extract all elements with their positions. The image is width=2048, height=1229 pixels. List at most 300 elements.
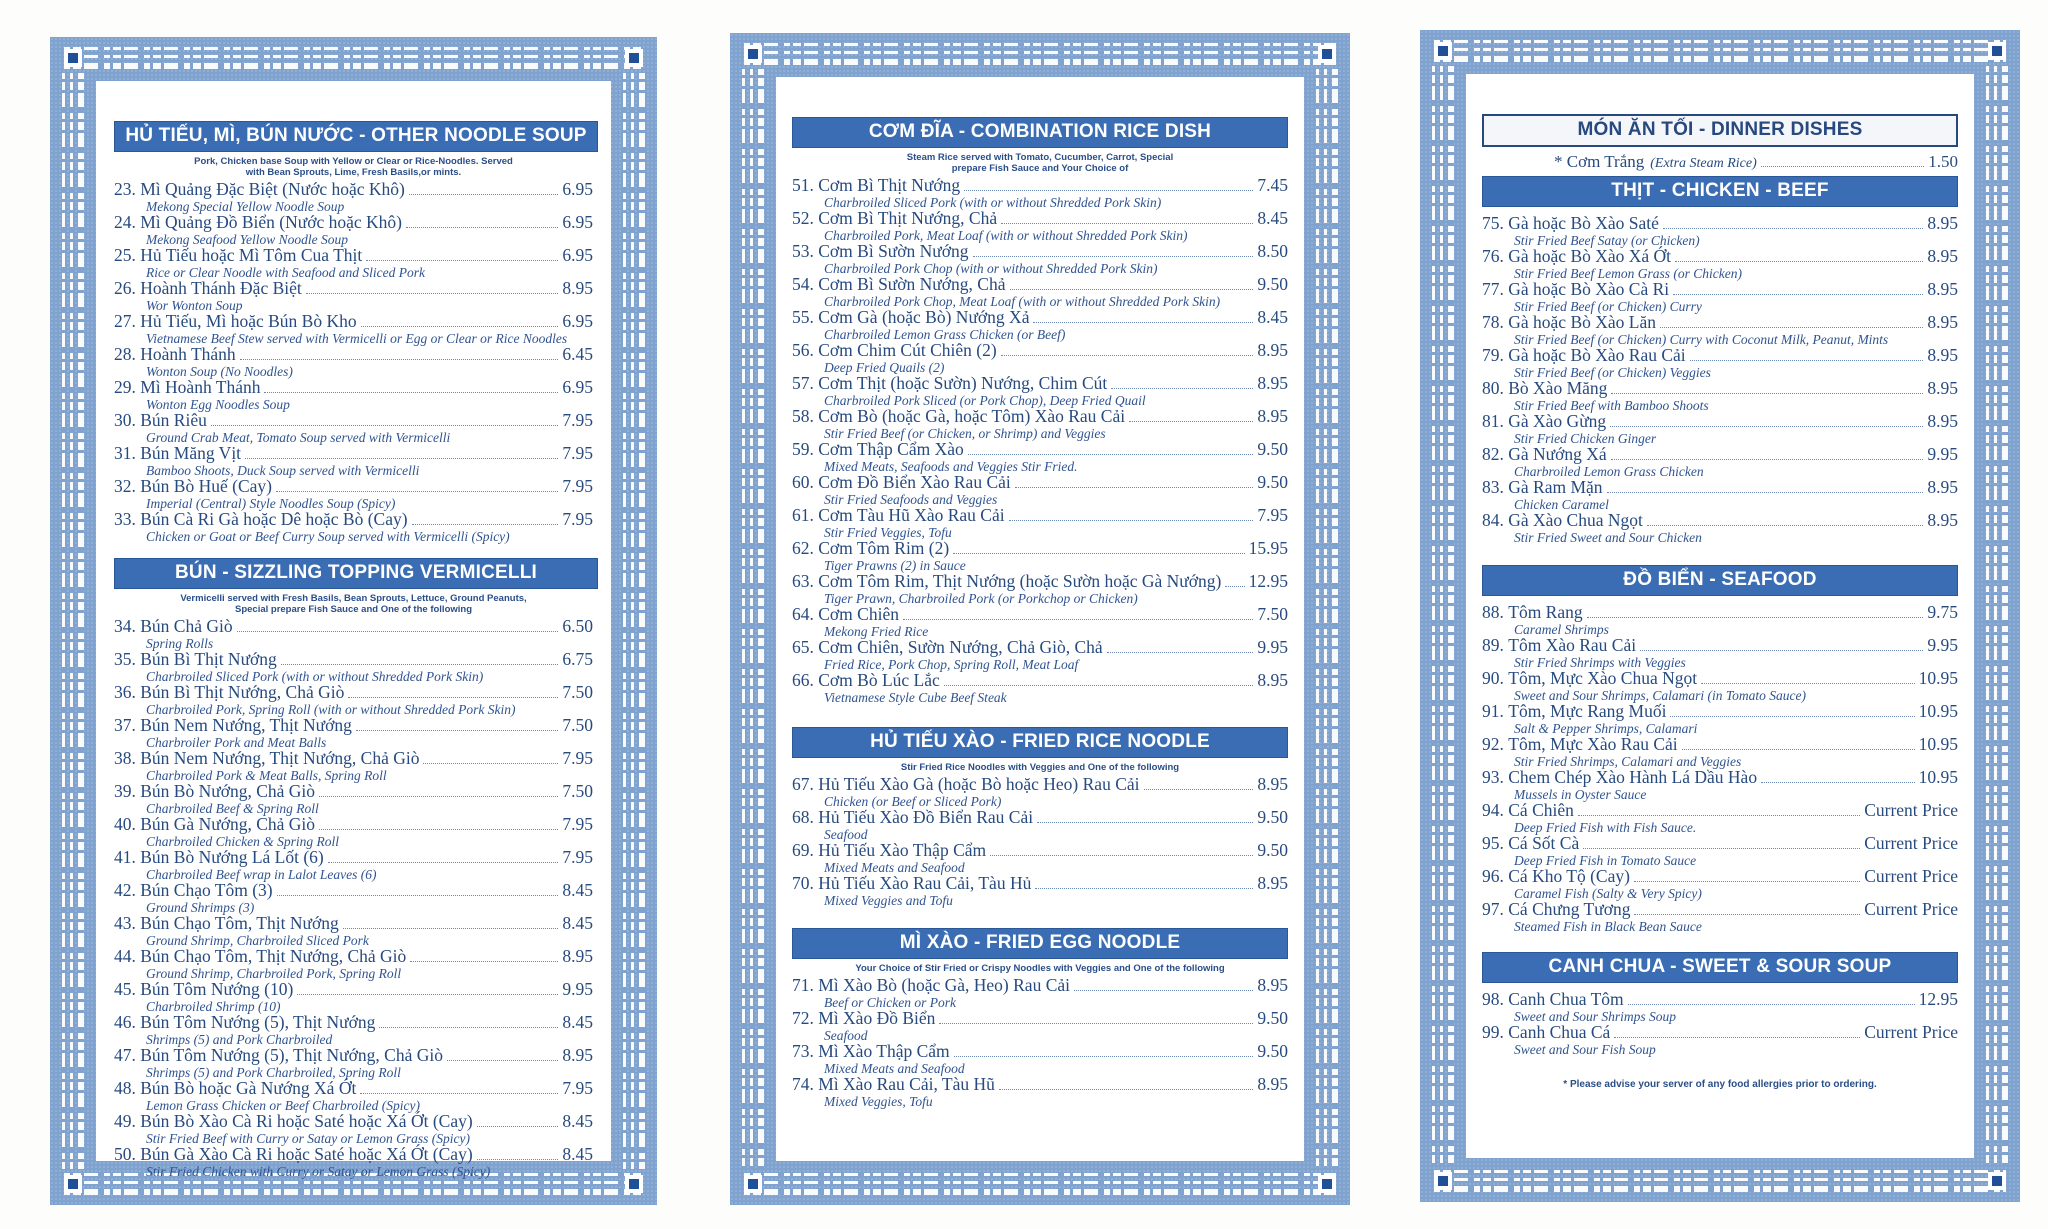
- menu-item-name: Cơm Bì Thịt Nướng, Chả: [818, 208, 998, 228]
- menu-item-line: [114, 618, 593, 636]
- menu-item-name: Mì Hoành Thánh: [140, 377, 261, 397]
- menu-item-line: [792, 1076, 1288, 1094]
- menu-item-number: 68.: [792, 807, 814, 827]
- menu-item-price: 8.95: [1257, 774, 1288, 794]
- menu-item-name: Cơm Tàu Hũ Xào Rau Cải: [818, 505, 1005, 525]
- menu-item-name: Cá Sốt Cà: [1508, 833, 1580, 853]
- menu-item-number: 40.: [114, 814, 136, 834]
- menu-item-description: Salt & Pepper Shrimps, Calamari: [1514, 721, 1698, 736]
- dot-leader: [944, 685, 1254, 686]
- dot-leader: [939, 1023, 1253, 1024]
- dot-leader: [1614, 1037, 1860, 1038]
- menu-item-number: 56.: [792, 340, 814, 360]
- menu-item-name: Cá Kho Tộ (Cay): [1508, 866, 1630, 886]
- menu-item-name: Bún Bò hoặc Gà Nướng Xá Ớt: [140, 1078, 357, 1098]
- corner-square-icon: [629, 53, 639, 63]
- menu-item-number: 42.: [114, 880, 136, 900]
- dot-leader: [1611, 393, 1923, 394]
- menu-item-description: Seafood: [824, 827, 868, 842]
- extra-item-name: * Cơm Trắng: [1554, 152, 1645, 171]
- menu-item-line: [792, 441, 1288, 459]
- menu-item-name: Bún Bò Nướng Lá Lốt (6): [140, 847, 324, 867]
- extra-item-steam-rice: [1482, 152, 1958, 172]
- corner-square-icon: [68, 53, 78, 63]
- menu-item-number: 97.: [1482, 899, 1504, 919]
- menu-item-description: Deep Fried Fish with Fish Sauce.: [1514, 820, 1697, 835]
- menu-item-description: Stir Fried Beef with Bamboo Shoots: [1514, 398, 1709, 413]
- menu-item-name: Gà Xào Chua Ngọt: [1508, 510, 1643, 530]
- menu-item-price: 8.95: [562, 278, 593, 298]
- menu-item-number: 34.: [114, 616, 136, 636]
- dot-leader: [423, 763, 558, 764]
- menu-item: [1482, 991, 1958, 1024]
- dot-leader: [319, 796, 558, 797]
- menu-item-number: 58.: [792, 406, 814, 426]
- menu-item-name: Tôm, Mực Xào Chua Ngọt: [1508, 668, 1698, 688]
- corner-square-icon: [1438, 1176, 1448, 1186]
- menu-item-description: Shrimps (5) and Pork Charbroiled: [146, 1032, 333, 1047]
- greek-key-border-bottom: [1434, 1170, 2006, 1192]
- menu-item-description: Steamed Fish in Black Bean Sauce: [1514, 919, 1702, 934]
- menu-item-price: 8.95: [1257, 670, 1288, 690]
- menu-item: [792, 977, 1288, 1010]
- menu-item: [1482, 604, 1958, 637]
- menu-item: [1482, 901, 1958, 934]
- menu-item-price: 12.95: [1918, 989, 1958, 1009]
- menu-item: [114, 651, 593, 684]
- menu-item-number: 39.: [114, 781, 136, 801]
- menu-item-name: Tôm Rang: [1508, 602, 1583, 622]
- dot-leader: [360, 1093, 558, 1094]
- menu-list-chicken-beef: [1482, 215, 1958, 545]
- menu-item-description: Stir Fried Beef Satay (or Chicken): [1514, 233, 1700, 248]
- menu-item-name: Chem Chép Xào Hành Lá Dầu Hào: [1508, 767, 1758, 787]
- menu-item-name: Mì Xào Đồ Biển: [818, 1008, 936, 1028]
- menu-item-name: Bún Chả Giò: [140, 616, 233, 636]
- greek-key-border-top: [64, 47, 643, 69]
- dot-leader: [973, 256, 1254, 257]
- dot-leader: [1607, 492, 1924, 493]
- menu-item-number: 23.: [114, 179, 136, 199]
- dot-leader: [1001, 355, 1254, 356]
- menu-item-line: [1482, 835, 1958, 853]
- menu-item-price: 8.95: [1927, 279, 1958, 299]
- menu-item-line: [1482, 670, 1958, 688]
- menu-item-description: Fried Rice, Pork Chop, Spring Roll, Meat Loaf: [824, 657, 1079, 672]
- menu-item-price: 9.50: [1257, 840, 1288, 860]
- menu-item-name: Canh Chua Cá: [1508, 1022, 1611, 1042]
- greek-key-border-left: [1432, 66, 1454, 1166]
- menu-item-name: Cơm Bò Lúc Lắc: [818, 670, 940, 690]
- menu-item-name: Hủ Tiếu Xào Gà (hoặc Bò hoặc Heo) Rau Cải: [818, 774, 1140, 794]
- menu-item-price: 10.95: [1918, 668, 1958, 688]
- menu-item-number: 62.: [792, 538, 814, 558]
- menu-item-description: Caramel Shrimps: [1514, 622, 1609, 637]
- menu-item-description: Mekong Seafood Yellow Noodle Soup: [146, 232, 348, 247]
- menu-item-price: 7.95: [562, 814, 593, 834]
- menu-item-name: Cơm Bì Sườn Nướng, Chả: [818, 274, 1006, 294]
- menu-item-name: Gà hoặc Bò Xào Rau Cải: [1508, 345, 1686, 365]
- menu-list-seafood: [1482, 604, 1958, 934]
- menu-item-name: Cơm Chiên: [818, 604, 899, 624]
- menu-item-line: [792, 776, 1288, 794]
- menu-item-price: 8.45: [562, 1144, 593, 1164]
- menu-item-number: 72.: [792, 1008, 814, 1028]
- section-note: Vermicelli served with Fresh Basils, Bean Sprouts, Lettuce, Ground Peanuts, Special prepare Fish Sauce and One of the following: [180, 593, 527, 615]
- menu-item-name: Bún Chạo Tôm, Thịt Nướng: [140, 913, 339, 933]
- dot-leader: [264, 392, 558, 393]
- menu-item-name: Mì Xào Thập Cẩm: [818, 1041, 950, 1061]
- menu-item-line: [114, 181, 593, 199]
- menu-item: [792, 408, 1288, 441]
- menu-item-name: Bún Bò Nướng, Chả Giò: [140, 781, 316, 801]
- menu-item-line: [1482, 1024, 1958, 1042]
- menu-item-price: 7.95: [562, 509, 593, 529]
- menu-item-number: 54.: [792, 274, 814, 294]
- dot-leader: [348, 697, 558, 698]
- dot-leader: [1761, 782, 1915, 783]
- menu-item-description: Charbroiled Beef wrap in Lalot Leaves (6): [146, 867, 377, 882]
- dot-leader: [1663, 228, 1923, 229]
- menu-item-line: [114, 849, 593, 867]
- menu-item-price: Current Price: [1864, 899, 1958, 919]
- menu-item-price: 6.50: [562, 616, 593, 636]
- menu-item-name: Gà hoặc Bò Xào Cà Ri: [1508, 279, 1670, 299]
- menu-item: [114, 1080, 593, 1113]
- menu-item-number: 48.: [114, 1078, 136, 1098]
- menu-item-line: [114, 1146, 593, 1164]
- menu-item: [1482, 670, 1958, 703]
- menu-item-name: Cơm Tôm Rim, Thịt Nướng (hoặc Sườn hoặc Gà Nướng): [818, 571, 1222, 591]
- menu-item-price: 8.95: [1927, 477, 1958, 497]
- menu-item: [114, 882, 593, 915]
- menu-item: [792, 1010, 1288, 1043]
- menu-item-line: [114, 247, 593, 265]
- menu-item: [792, 276, 1288, 309]
- menu-item-description: Stir Fried Beef Lemon Grass (or Chicken): [1514, 266, 1742, 281]
- dot-leader: [297, 994, 558, 995]
- menu-item: [114, 849, 593, 882]
- menu-item: [114, 346, 593, 379]
- dot-leader: [477, 1126, 559, 1127]
- menu-item-name: Cơm Bì Sườn Nướng: [818, 241, 969, 261]
- menu-item-number: 70.: [792, 873, 814, 893]
- menu-item-price: 8.95: [1257, 873, 1288, 893]
- menu-item-price: 7.95: [562, 476, 593, 496]
- menu-item-number: 94.: [1482, 800, 1504, 820]
- menu-item-number: 57.: [792, 373, 814, 393]
- menu-item-name: Mì Xào Rau Cải, Tàu Hũ: [818, 1074, 995, 1094]
- menu-item-description: Mixed Meats and Seafood: [824, 1061, 965, 1076]
- menu-item-description: Chicken or Goat or Beef Curry Soup served with Vermicelli (Spicy): [146, 529, 510, 544]
- dot-leader: [1675, 261, 1923, 262]
- menu-item-name: Bún Măng Vịt: [140, 443, 242, 463]
- menu-item-price: 7.45: [1257, 175, 1288, 195]
- menu-item: [114, 247, 593, 280]
- menu-item-number: 27.: [114, 311, 136, 331]
- menu-item-price: 8.95: [1257, 1074, 1288, 1094]
- menu-item-name: Bò Xào Măng: [1508, 378, 1608, 398]
- menu-item: [114, 1146, 593, 1179]
- menu-item-description: Charbroiled Pork Chop (with or without Shredded Pork Skin): [824, 261, 1158, 276]
- menu-item-name: Mì Quảng Đặc Biệt (Nước hoặc Khô): [140, 179, 405, 199]
- menu-item: [114, 379, 593, 412]
- menu-item-price: 9.50: [1257, 1008, 1288, 1028]
- menu-item-line: [114, 1080, 593, 1098]
- menu-item-line: [792, 243, 1288, 261]
- menu-item: [1482, 446, 1958, 479]
- menu-item-number: 66.: [792, 670, 814, 690]
- menu-item-price: 8.45: [562, 880, 593, 900]
- menu-item-name: Bún Chạo Tôm, Thịt Nướng, Chả Giò: [140, 946, 407, 966]
- menu-item-description: Stir Fried Beef (or Chicken) Curry with Coconut Milk, Peanut, Mints: [1514, 332, 1889, 347]
- greek-key-border-top: [1434, 40, 2006, 62]
- menu-item-line: [1482, 901, 1958, 919]
- menu-item-name: Bún Gà Nướng, Chả Giò: [140, 814, 316, 834]
- menu-item-description: Caramel Fish (Salty & Very Spicy): [1514, 886, 1702, 901]
- menu-item: [792, 842, 1288, 875]
- menu-item-number: 28.: [114, 344, 136, 364]
- menu-item-line: [1482, 637, 1958, 655]
- menu-item-name: Cơm Chim Cút Chiên (2): [818, 340, 997, 360]
- menu-item-number: 74.: [792, 1074, 814, 1094]
- menu-item-price: 8.95: [1257, 975, 1288, 995]
- menu-item-line: [1482, 446, 1958, 464]
- menu-item-description: Imperial (Central) Style Noodles Soup (Spicy): [146, 496, 396, 511]
- menu-item-price: 7.95: [1257, 505, 1288, 525]
- menu-item-price: 9.95: [1927, 635, 1958, 655]
- menu-item-description: Stir Fried Beef (or Chicken) Veggies: [1514, 365, 1711, 380]
- dot-leader: [1634, 881, 1860, 882]
- menu-item: [1482, 868, 1958, 901]
- menu-item-line: [792, 309, 1288, 327]
- menu-item-number: 55.: [792, 307, 814, 327]
- menu-item-number: 46.: [114, 1012, 136, 1032]
- section-header-vermicelli: BÚN - SIZZLING TOPPING VERMICELLI: [114, 558, 598, 589]
- menu-item-line: [114, 1014, 593, 1032]
- dot-leader: [1634, 914, 1860, 915]
- corner-square-icon: [1322, 1179, 1332, 1189]
- menu-item-number: 73.: [792, 1041, 814, 1061]
- dot-leader: [281, 664, 559, 665]
- dot-leader: [999, 1089, 1254, 1090]
- menu-item-name: Mì Quảng Đồ Biển (Nước hoặc Khô): [140, 212, 402, 232]
- menu-item-number: 76.: [1482, 246, 1504, 266]
- menu-item-price: 6.95: [562, 311, 593, 331]
- dot-leader: [990, 855, 1253, 856]
- menu-item-number: 37.: [114, 715, 136, 735]
- menu-item-price: 10.95: [1918, 767, 1958, 787]
- menu-item-line: [792, 809, 1288, 827]
- menu-item: [792, 1043, 1288, 1076]
- menu-item-line: [114, 1047, 593, 1065]
- dot-leader: [361, 326, 559, 327]
- menu-item-name: Bún Tôm Nướng (5), Thịt Nướng, Chả Giò: [140, 1045, 443, 1065]
- menu-item-line: [792, 375, 1288, 393]
- menu-item-number: 35.: [114, 649, 136, 669]
- menu-item-line: [792, 639, 1288, 657]
- menu-item-description: Stir Fried Beef (or Chicken) Curry: [1514, 299, 1702, 314]
- menu-item-price: Current Price: [1864, 800, 1958, 820]
- menu-item-description: Mixed Meats, Seafoods and Veggies Stir Fried.: [824, 459, 1078, 474]
- menu-item: [792, 474, 1288, 507]
- menu-item-description: Shrimps (5) and Pork Charbroiled, Spring Roll: [146, 1065, 401, 1080]
- menu-item: [114, 915, 593, 948]
- menu-item-description: Rice or Clear Noodle with Seafood and Sliced Pork: [146, 265, 425, 280]
- dot-leader: [1628, 1004, 1915, 1005]
- menu-item-number: 98.: [1482, 989, 1504, 1009]
- menu-item-name: Bún Bò Huế (Cay): [140, 476, 272, 496]
- menu-item-description: Mixed Veggies, Tofu: [824, 1094, 933, 1109]
- menu-item-number: 38.: [114, 748, 136, 768]
- menu-item-name: Cơm Tôm Rim (2): [818, 538, 950, 558]
- menu-item-number: 32.: [114, 476, 136, 496]
- menu-item-number: 89.: [1482, 635, 1504, 655]
- menu-item: [114, 618, 593, 651]
- menu-item-line: [114, 379, 593, 397]
- greek-key-border-bottom: [744, 1173, 1336, 1195]
- menu-page: [1466, 74, 1974, 1158]
- menu-item-line: [114, 651, 593, 669]
- menu-item-number: 60.: [792, 472, 814, 492]
- menu-item-number: 75.: [1482, 213, 1504, 233]
- menu-item-line: [114, 478, 593, 496]
- menu-item: [114, 981, 593, 1014]
- dot-leader: [968, 454, 1254, 455]
- menu-item: [792, 177, 1288, 210]
- menu-item-description: Charbroiled Pork Chop, Meat Loaf (with or without Shredded Pork Skin): [824, 294, 1221, 309]
- dot-leader: [477, 1159, 559, 1160]
- menu-item-number: 82.: [1482, 444, 1504, 464]
- menu-item-number: 61.: [792, 505, 814, 525]
- menu-item-number: 41.: [114, 847, 136, 867]
- corner-square-icon: [748, 49, 758, 59]
- menu-item-name: Bún Bò Xào Cà Ri hoặc Saté hoặc Xá Ớt (Cay): [140, 1111, 473, 1131]
- menu-item: [114, 280, 593, 313]
- menu-item-description: Sweet and Sour Shrimps Soup: [1514, 1009, 1676, 1024]
- menu-item-description: Beef or Chicken or Pork: [824, 995, 956, 1010]
- dot-leader: [240, 359, 559, 360]
- dot-leader: [953, 553, 1244, 554]
- menu-item-price: 8.45: [562, 1111, 593, 1131]
- menu-item-number: 52.: [792, 208, 814, 228]
- section-header-seafood: ĐỒ BIỂN - SEAFOOD: [1482, 565, 1958, 596]
- menu-item: [114, 1014, 593, 1047]
- menu-item-price: 8.45: [562, 913, 593, 933]
- menu-item-line: [1482, 604, 1958, 622]
- menu-item-price: 8.45: [562, 1012, 593, 1032]
- menu-item-line: [792, 408, 1288, 426]
- menu-item-description: Stir Fried Beef (or Chicken, or Shrimp) and Veggies: [824, 426, 1106, 441]
- menu-item: [792, 639, 1288, 672]
- menu-item-number: 78.: [1482, 312, 1504, 332]
- menu-page: [96, 81, 611, 1179]
- menu-item-name: Tôm, Mực Xào Rau Cải: [1508, 734, 1678, 754]
- menu-item-price: 9.95: [562, 979, 593, 999]
- dot-leader: [1035, 888, 1253, 889]
- menu-item: [792, 441, 1288, 474]
- section-note: Steam Rice served with Tomato, Cucumber, Carrot, Special prepare Fish Sauce and Your Choice of: [906, 152, 1174, 174]
- menu-item: [1482, 215, 1958, 248]
- dot-leader: [1673, 294, 1923, 295]
- menu-item-line: [1482, 215, 1958, 233]
- menu-item-name: Bún Cà Ri Gà hoặc Dê hoặc Bò (Cay): [140, 509, 408, 529]
- extra-item-price: 1.50: [1928, 152, 1958, 171]
- menu-item-line: [1482, 314, 1958, 332]
- menu-item-line: [114, 346, 593, 364]
- menu-item-number: 71.: [792, 975, 814, 995]
- menu-item-description: Ground Crab Meat, Tomato Soup served with Vermicelli: [146, 430, 451, 445]
- menu-list-vermicelli: [114, 618, 593, 1179]
- menu-item: [1482, 248, 1958, 281]
- dot-leader: [964, 190, 1253, 191]
- dot-leader: [1037, 822, 1253, 823]
- menu-item-number: 63.: [792, 571, 814, 591]
- menu-item-name: Gà hoặc Bò Xào Lăn: [1508, 312, 1656, 332]
- menu-item: [114, 313, 593, 346]
- menu-item: [792, 1076, 1288, 1109]
- menu-item-description: Charbroiled Sliced Pork (with or without Shredded Pork Skin): [146, 669, 484, 684]
- menu-item-description: Stir Fried Beef with Curry or Satay or Lemon Grass (Spicy): [146, 1131, 470, 1146]
- menu-item-price: 6.75: [562, 649, 593, 669]
- dot-leader: [1610, 426, 1923, 427]
- menu-item-description: Charbroiled Beef & Spring Roll: [146, 801, 319, 816]
- menu-item-name: Bún Chạo Tôm (3): [140, 880, 273, 900]
- menu-item-number: 83.: [1482, 477, 1504, 497]
- greek-key-border-right: [1316, 69, 1338, 1169]
- menu-item-number: 92.: [1482, 734, 1504, 754]
- menu-item-description: Vietnamese Style Cube Beef Steak: [824, 690, 1007, 705]
- menu-item-number: 69.: [792, 840, 814, 860]
- dot-leader: [356, 730, 558, 731]
- menu-item: [1482, 314, 1958, 347]
- menu-item-price: 8.95: [1927, 345, 1958, 365]
- menu-item-description: Vietnamese Beef Stew served with Vermicelli or Egg or Clear or Rice Noodles: [146, 331, 568, 346]
- menu-item-description: Wonton Egg Noodles Soup: [146, 397, 290, 412]
- dot-leader: [1611, 459, 1924, 460]
- dot-leader: [1144, 789, 1254, 790]
- section-note: Your Choice of Stir Fried or Crispy Noodles with Veggies and One of the following: [855, 963, 1225, 974]
- menu-item-price: 8.95: [1927, 246, 1958, 266]
- menu-item: [792, 342, 1288, 375]
- menu-item-price: 7.50: [562, 715, 593, 735]
- menu-item-price: 9.50: [1257, 439, 1288, 459]
- greek-key-border-right: [1986, 66, 2008, 1166]
- menu-item-description: Charbroiled Pork & Meat Balls, Spring Roll: [146, 768, 387, 783]
- dot-leader: [1640, 650, 1923, 651]
- menu-item-line: [792, 573, 1288, 591]
- menu-item-number: 51.: [792, 175, 814, 195]
- menu-item: [1482, 835, 1958, 868]
- menu-item-line: [792, 606, 1288, 624]
- menu-item-line: [792, 1043, 1288, 1061]
- menu-item-price: 8.95: [1927, 378, 1958, 398]
- menu-item-line: [792, 342, 1288, 360]
- section-header-dinner-dishes: MÓN ĂN TỐI - DINNER DISHES: [1482, 114, 1958, 147]
- menu-item: [792, 875, 1288, 908]
- allergy-footnote: * Please advise your server of any food allergies prior to ordering.: [1563, 1079, 1877, 1090]
- menu-item-line: [1482, 512, 1958, 530]
- menu-item-name: Gà hoặc Bò Xào Xá Ớt: [1508, 246, 1672, 266]
- menu-item-line: [792, 875, 1288, 893]
- menu-item-number: 90.: [1482, 668, 1504, 688]
- menu-item-number: 30.: [114, 410, 136, 430]
- dot-leader: [237, 631, 559, 632]
- dot-leader: [343, 928, 559, 929]
- menu-item: [114, 478, 593, 511]
- menu-panel-middle: [730, 33, 1350, 1205]
- greek-key-border-left: [62, 73, 84, 1169]
